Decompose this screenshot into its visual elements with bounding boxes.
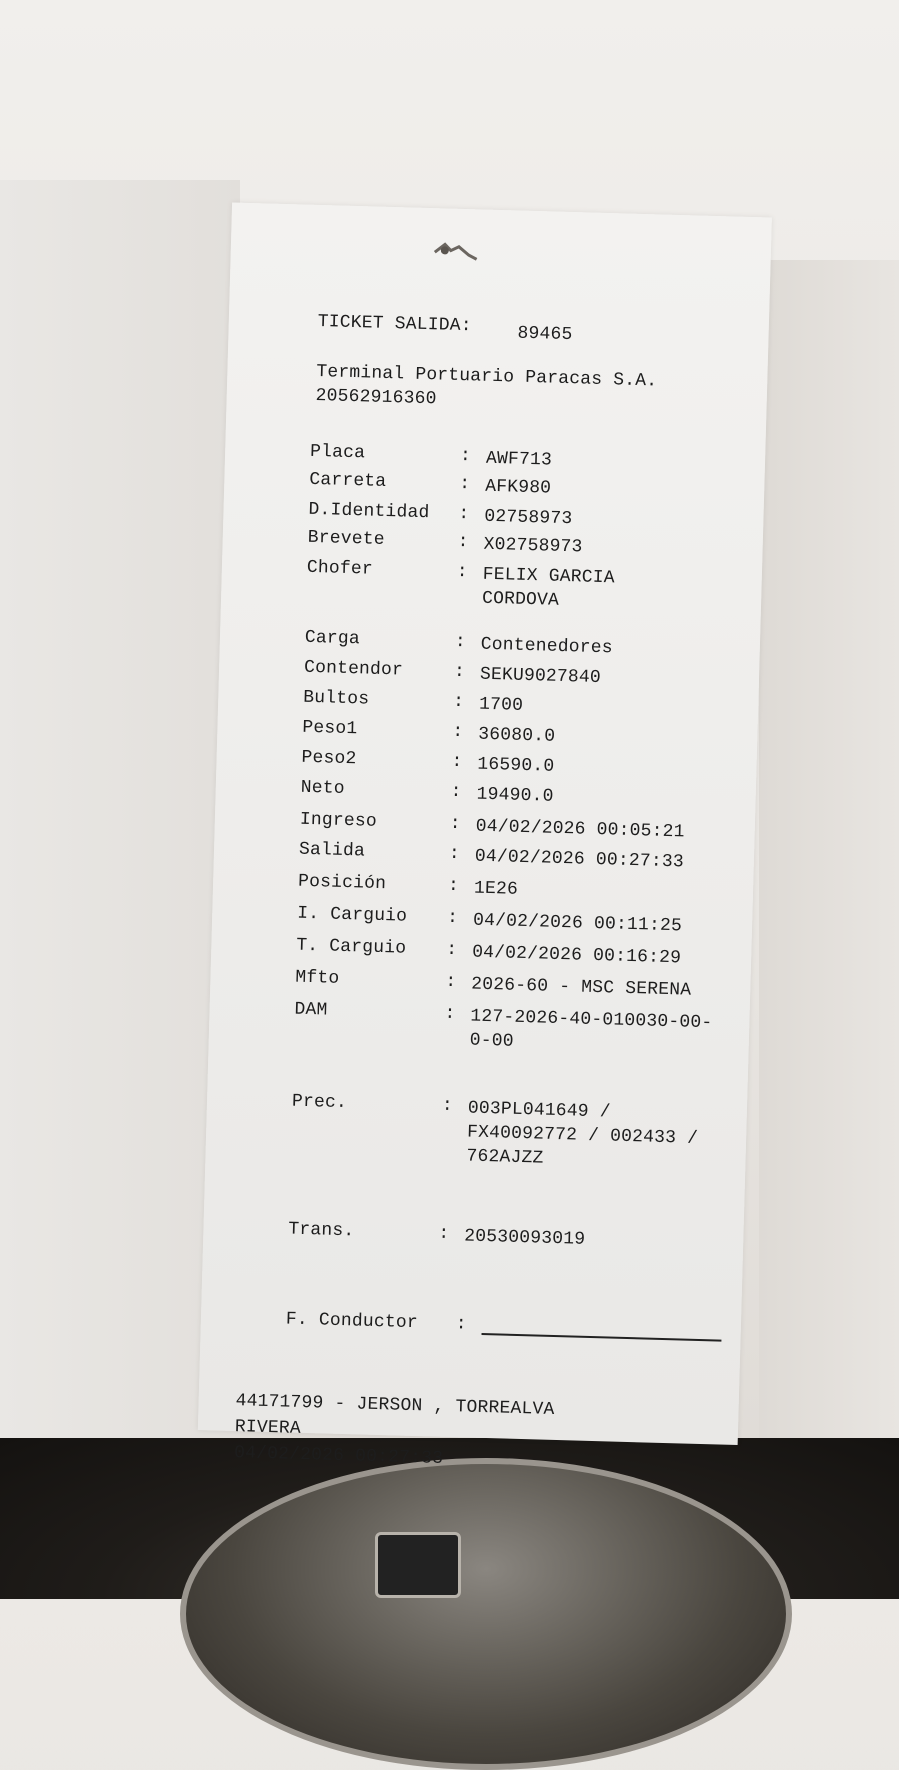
field-value: SEKU9027840 xyxy=(479,664,602,689)
ticket-footer xyxy=(234,1388,629,1477)
field-value: AWF713 xyxy=(485,448,553,471)
field-colon: : xyxy=(445,939,458,961)
ticket-content xyxy=(233,312,713,1469)
field-value: 20530093019 xyxy=(463,1226,586,1250)
field-colon: : xyxy=(438,1223,450,1245)
field-label: DAM xyxy=(294,999,328,1021)
footer-timestamp: 04/02/2026 00:27:33 xyxy=(233,1443,444,1469)
field-label: T. Carguio xyxy=(296,935,407,959)
field-colon: : xyxy=(446,907,459,929)
background-paper-right xyxy=(759,260,899,1460)
field-value: 04/02/2026 00:27:33 xyxy=(474,846,685,873)
field-value: Contenedores xyxy=(480,634,614,659)
field-value: 04/02/2026 00:11:25 xyxy=(472,910,683,937)
field-label: Peso2 xyxy=(301,747,357,770)
field-label: Brevete xyxy=(307,527,385,550)
company-ruc: 20562916360 xyxy=(315,385,437,410)
field-label: Peso1 xyxy=(302,717,358,740)
field-label: Posición xyxy=(297,871,387,895)
field-value: FELIX GARCIA CORDOVA xyxy=(481,564,615,611)
field-value: 2026-60 - MSC SERENA xyxy=(471,974,692,1001)
signature-label: F. Conductor xyxy=(285,1309,419,1334)
field-label: Carga xyxy=(304,627,361,650)
field-label: Ingreso xyxy=(299,809,378,832)
field-colon: : xyxy=(445,971,457,993)
field-colon: : xyxy=(441,1095,454,1117)
field-value: AFK980 xyxy=(484,476,552,499)
field-colon: : xyxy=(450,781,462,803)
metal-disc-slot xyxy=(375,1532,461,1598)
field-value: 04/02/2026 00:05:21 xyxy=(475,816,685,843)
field-label: D.Identidad xyxy=(308,499,430,524)
field-label: I. Carguio xyxy=(296,903,408,927)
field-value: X02758973 xyxy=(483,534,583,558)
field-colon: : xyxy=(456,561,469,583)
footer-operator: 44171799 - JERSON , TORREALVA RIVERA xyxy=(234,1391,555,1439)
field-label: Contendor xyxy=(303,657,404,681)
field-colon: : xyxy=(452,721,464,743)
company-name: Terminal Portuario Paracas S.A. xyxy=(316,361,658,392)
ticket-number: 89465 xyxy=(517,323,573,346)
signature-colon: : xyxy=(455,1314,468,1335)
field-row xyxy=(290,1092,713,1176)
field-colon: : xyxy=(448,843,461,865)
field-colon: : xyxy=(453,661,466,683)
field-colon: : xyxy=(459,446,472,467)
field-colon: : xyxy=(444,1003,456,1025)
field-colon: : xyxy=(457,531,469,553)
company-block xyxy=(315,360,657,418)
field-value: 1E26 xyxy=(473,878,519,900)
field-label: Prec. xyxy=(291,1091,348,1114)
field-value: 04/02/2026 00:16:29 xyxy=(471,942,682,969)
field-label: Carreta xyxy=(309,469,387,492)
field-colon: : xyxy=(458,474,471,495)
ticket-title: TICKET SALIDA: xyxy=(317,312,472,337)
field-value: 19490.0 xyxy=(476,784,554,807)
staple-hole-icon xyxy=(430,236,479,267)
field-row xyxy=(306,558,633,615)
field-label: Neto xyxy=(300,777,345,799)
field-value: 1700 xyxy=(478,694,524,716)
field-label: Salida xyxy=(298,839,366,862)
field-label: Placa xyxy=(309,441,366,464)
field-label: Trans. xyxy=(288,1219,355,1242)
field-colon: : xyxy=(447,875,460,897)
field-colon: : xyxy=(458,504,470,525)
metal-disc xyxy=(180,1458,792,1770)
field-value: 02758973 xyxy=(484,506,573,530)
field-colon: : xyxy=(451,751,463,773)
field-colon: : xyxy=(452,691,465,713)
field-label: Bultos xyxy=(302,687,370,710)
field-colon: : xyxy=(454,631,467,653)
field-label: Mfto xyxy=(295,967,340,989)
field-value: 003PL041649 / FX40092772 / 002433 / 762AJZZ xyxy=(466,1098,699,1169)
field-value: 16590.0 xyxy=(477,754,555,777)
field-value: 36080.0 xyxy=(477,724,556,747)
field-colon: : xyxy=(449,813,462,835)
field-label: Chofer xyxy=(306,557,374,580)
field-value: 127-2026-40-010030-00-0-00 xyxy=(469,1006,713,1052)
